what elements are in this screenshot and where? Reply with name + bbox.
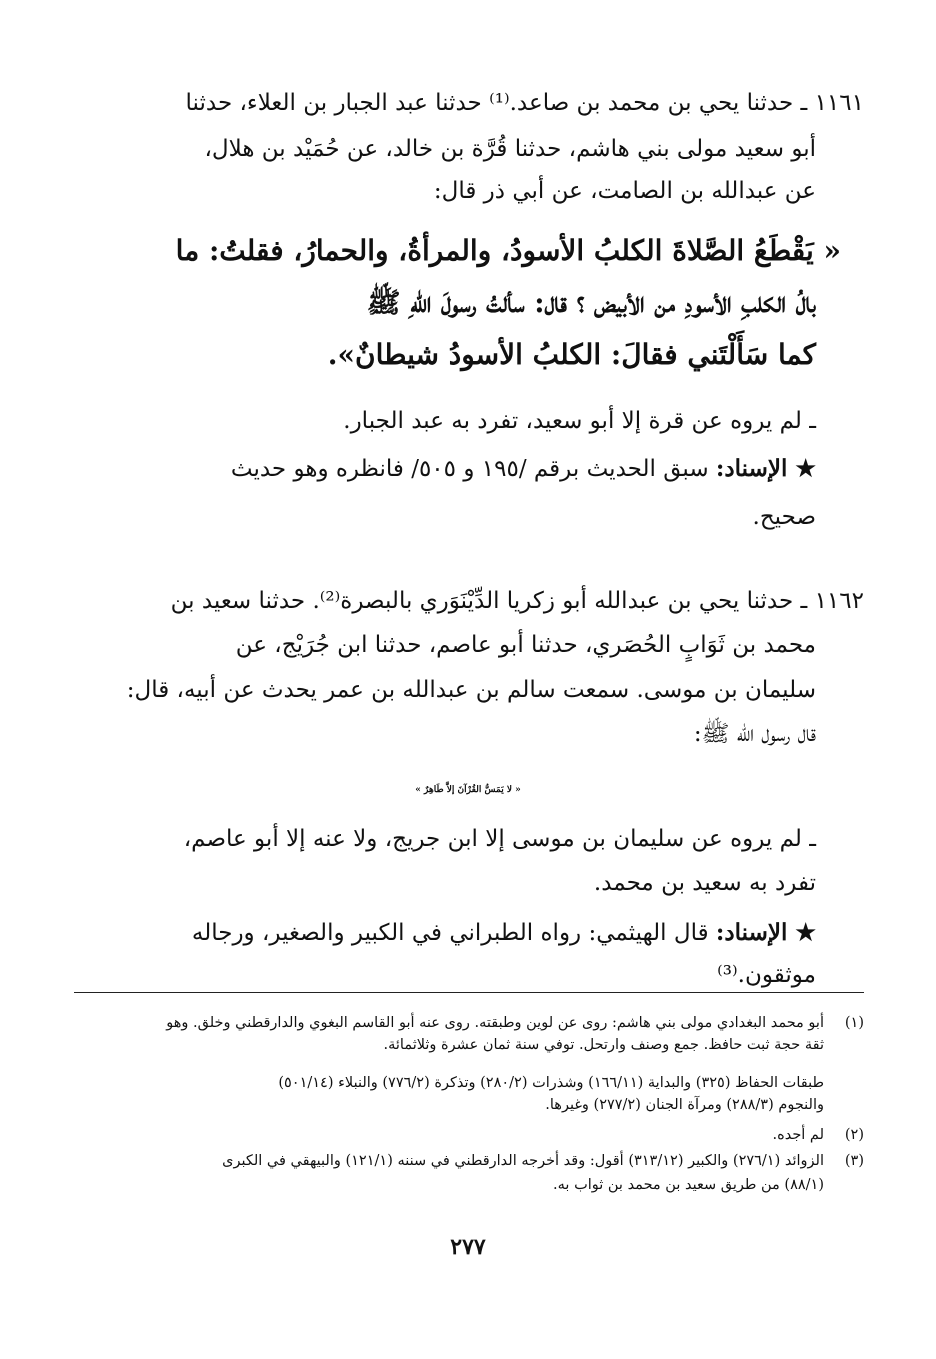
hadith-1161-isnad-line-1	[231, 452, 816, 486]
hadith-1162-isnad-line-2: موثقون.⁽³⁾	[717, 962, 816, 988]
footnote-3-line-1	[74, 1150, 864, 1172]
isnad-label: ★ الإسناد:	[715, 919, 816, 946]
footnote-separator	[74, 992, 864, 993]
isnad-text: سبق الحديث برقم /١٩٥ و ٥٠٥/ فانظره وهو حديث	[230, 456, 709, 482]
footnote-1-line-4: والنجوم (٢٨٨/٣) ومرآة الجنان (٢٧٧/٢) وغيرها.	[545, 1097, 824, 1113]
hadith-1162-chain-line-3: سليمان بن موسى. سمعت سالم بن عبدالله بن عمر يحدث عن أبيه، قال:	[126, 677, 816, 703]
hadith-1162-chain-line-1: ١١٦٢ ـ حدثنا يحي بن عبدالله أبو زكريا الدِّيْنَوَري بالبصرة⁽²⁾. حدثنا سعيد بن	[170, 588, 864, 614]
hadith-1161-chain-line-1: ١١٦١ ـ حدثنا يحي بن محمد بن صاعد.⁽¹⁾ حدثنا عبد الجبار بن العلاء، حدثنا	[185, 90, 864, 116]
hadith-1162-note-line-2: تفرد به سعيد بن محمد.	[593, 870, 816, 896]
hadith-1162-note-line-1: ـ لم يروه عن سليمان بن موسى إلا ابن جريج، ولا عنه إلا أبو عاصم،	[183, 826, 816, 852]
hadith-1161-text-line-3: كما سَأَلْتَني فقالَ: الكلبُ الأسودُ شيطانٌ».	[327, 338, 816, 371]
hadith-1161-chain-line-2: أبو سعيد مولى بني هاشم، حدثنا قُرَّة بن خالد، عن حُمَيْد بن هلال،	[204, 136, 816, 162]
footnote-text: لم أجده.	[772, 1127, 824, 1143]
hadith-1161-chain-line-3: عن عبدالله بن الصامت، عن أبي ذر قال:	[433, 178, 816, 204]
footnote-number: (١)	[844, 1015, 864, 1031]
isnad-text: قال الهيثمي: رواه الطبراني في الكبير والصغير، ورجاله	[191, 920, 709, 946]
footnote-number: (٢)	[844, 1127, 864, 1143]
footnote-3-line-2: (٨٨/١) من طريق سعيد بن محمد بن ثواب به.	[553, 1177, 824, 1193]
hadith-1161-note: ـ لم يروه عن قرة إلا أبو سعيد، تفرد به عبد الجبار.	[343, 408, 816, 434]
hadith-1161-isnad-line-2: صحيح.	[752, 504, 816, 530]
footnote-number: (٣)	[844, 1153, 864, 1169]
footnote-1-line-2: ثقة حجة ثبت حافظ. جمع وصنف وارتحل. توفي سنة ثمان عشرة وثلاثمائة.	[383, 1037, 824, 1053]
footnote-text: الزوائد (٢٧٦/١) والكبير (٣١٣/١٢) أقول: وقد أخرجه الدارقطني في سننه (١٢١/١) والبيهقي في الكبرى	[222, 1153, 824, 1169]
footnote-text: أبو محمد البغدادي مولى بني هاشم: روى عن لوين وطبقته. روى عنه أبو القاسم البغوي والدارقطني وخلق. وهو	[166, 1015, 824, 1031]
hadith-1161-text-line-1: « يَقْطَعُ الصَّلاةَ الكلبُ الأسودُ، والمرأةُ، والحمارُ، فقلتُ: ما	[175, 234, 841, 267]
footnote-2	[74, 1124, 864, 1146]
hadith-1162-isnad-line-1	[192, 916, 816, 950]
page-number: ٢٧٧	[450, 1234, 486, 1260]
footnote-1-line-1	[74, 1012, 864, 1034]
footnote-1-line-3: طبقات الحفاظ (٣٢٥) والبداية (١٦٦/١١) وشذرات (٢٨٠/٢) وتذكرة (٧٧٦/٢) والنبلاء (٥٠١/١٤)	[278, 1075, 824, 1091]
hadith-1162-chain-line-4: قال رسول الله ﷺ:	[693, 721, 816, 747]
isnad-label: ★ الإسناد:	[715, 455, 816, 482]
hadith-1162-chain-line-2: محمد بن ثَوَابٍ الحُصَري، حدثنا أبو عاصم، حدثنا ابن جُرَيْج، عن	[235, 632, 816, 658]
hadith-1161-text-line-2: بالُ الكلبِ الأسودِ من الأبيض ؟ قال: سألتُ رسولَ اللهِ ﷺ	[366, 286, 816, 319]
hadith-1162-text: « لا يَمَسُّ القُرْآنَ إلاَّ طَاهِرٌ »	[415, 785, 521, 795]
